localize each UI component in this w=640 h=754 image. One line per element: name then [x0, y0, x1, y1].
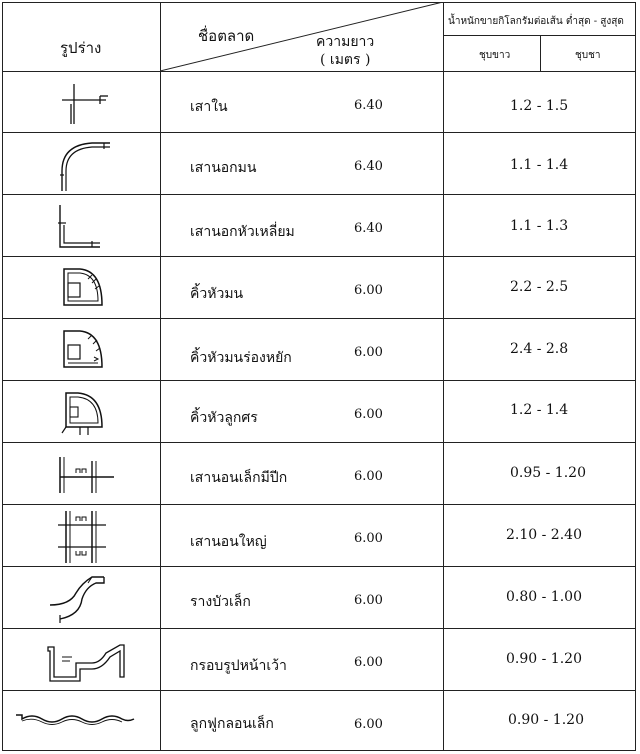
table-row [2, 567, 636, 628]
table-row [2, 629, 636, 690]
row-length: 6.00 [354, 345, 383, 360]
arrow-head-profile-icon [58, 387, 114, 439]
row-name: เสานอนใหญ่ [190, 534, 267, 550]
header-sub-white: ชุบขาว [479, 50, 511, 61]
row-name: คิ้วหัวมน [190, 286, 244, 302]
small-wave-profile-icon [14, 709, 138, 729]
table-row [2, 319, 636, 380]
header-length-unit: ( เมตร ) [320, 52, 371, 68]
table-row [2, 195, 636, 256]
row-name: คิ้วหัวลูกศร [190, 410, 258, 426]
row-weight: 0.80 - 1.00 [506, 589, 582, 605]
large-post-profile-icon [52, 507, 122, 565]
table-row [2, 257, 636, 318]
row-length: 6.40 [354, 98, 383, 113]
row-weight: 1.2 - 1.5 [510, 98, 569, 114]
curved-corner-profile-icon [52, 137, 122, 193]
square-corner-profile-icon [52, 201, 122, 253]
row-length: 6.00 [354, 593, 383, 608]
header-name: ชื่อตลาด [198, 27, 255, 45]
table-row [2, 443, 636, 504]
round-head-groove-profile-icon [58, 327, 114, 375]
row-weight: 2.10 - 2.40 [506, 527, 582, 543]
small-winged-post-profile-icon [52, 451, 122, 499]
row-weight: 1.1 - 1.4 [510, 157, 569, 173]
small-gutter-profile-icon [46, 571, 116, 625]
row-name: เสานอกหัวเหลี่ยม [190, 224, 295, 240]
row-length: 6.00 [354, 531, 383, 546]
table-row [2, 381, 636, 442]
row-weight: 0.90 - 1.20 [506, 651, 582, 667]
row-name: คิ้วหัวมนร่องหยัก [190, 350, 292, 366]
table-row [2, 505, 636, 566]
row-length: 6.00 [354, 469, 383, 484]
row-weight: 0.95 - 1.20 [510, 465, 586, 481]
row-weight: 1.1 - 1.3 [510, 218, 569, 234]
row-weight: 1.2 - 1.4 [510, 402, 569, 418]
tee-profile-icon [52, 78, 122, 128]
header-weight-title: น้ำหนักขายกิโลกรัมต่อเส้น ต่ำสุด - สูงสุด [448, 16, 624, 27]
row-length: 6.00 [354, 717, 383, 732]
profile-table [2, 2, 636, 751]
row-name: เสานอกมน [190, 160, 257, 176]
row-weight: 2.4 - 2.8 [510, 341, 569, 357]
row-name: เสานอนเล็กมีปีก [190, 470, 288, 486]
row-name: เสาใน [190, 99, 228, 115]
header-length: ความยาว [316, 34, 375, 50]
row-name: ลูกฟูกลอนเล็ก [190, 716, 274, 732]
front-fascia-profile-icon [42, 637, 132, 685]
row-length: 6.00 [354, 283, 383, 298]
row-length: 6.00 [354, 407, 383, 422]
header-sub-color: ชุบชา [575, 50, 601, 61]
row-name: กรอบรูปหน้าเว้า [190, 658, 287, 674]
row-length: 6.40 [354, 221, 383, 236]
table-row [2, 691, 636, 750]
row-weight: 0.90 - 1.20 [508, 712, 584, 728]
row-weight: 2.2 - 2.5 [510, 279, 569, 295]
header-shape: รูปร่าง [60, 39, 102, 57]
table-row [2, 72, 636, 132]
row-length: 6.40 [354, 159, 383, 174]
table-row [2, 133, 636, 194]
round-head-profile-icon [58, 265, 114, 313]
row-length: 6.00 [354, 655, 383, 670]
row-name: รางบัวเล็ก [190, 594, 251, 610]
